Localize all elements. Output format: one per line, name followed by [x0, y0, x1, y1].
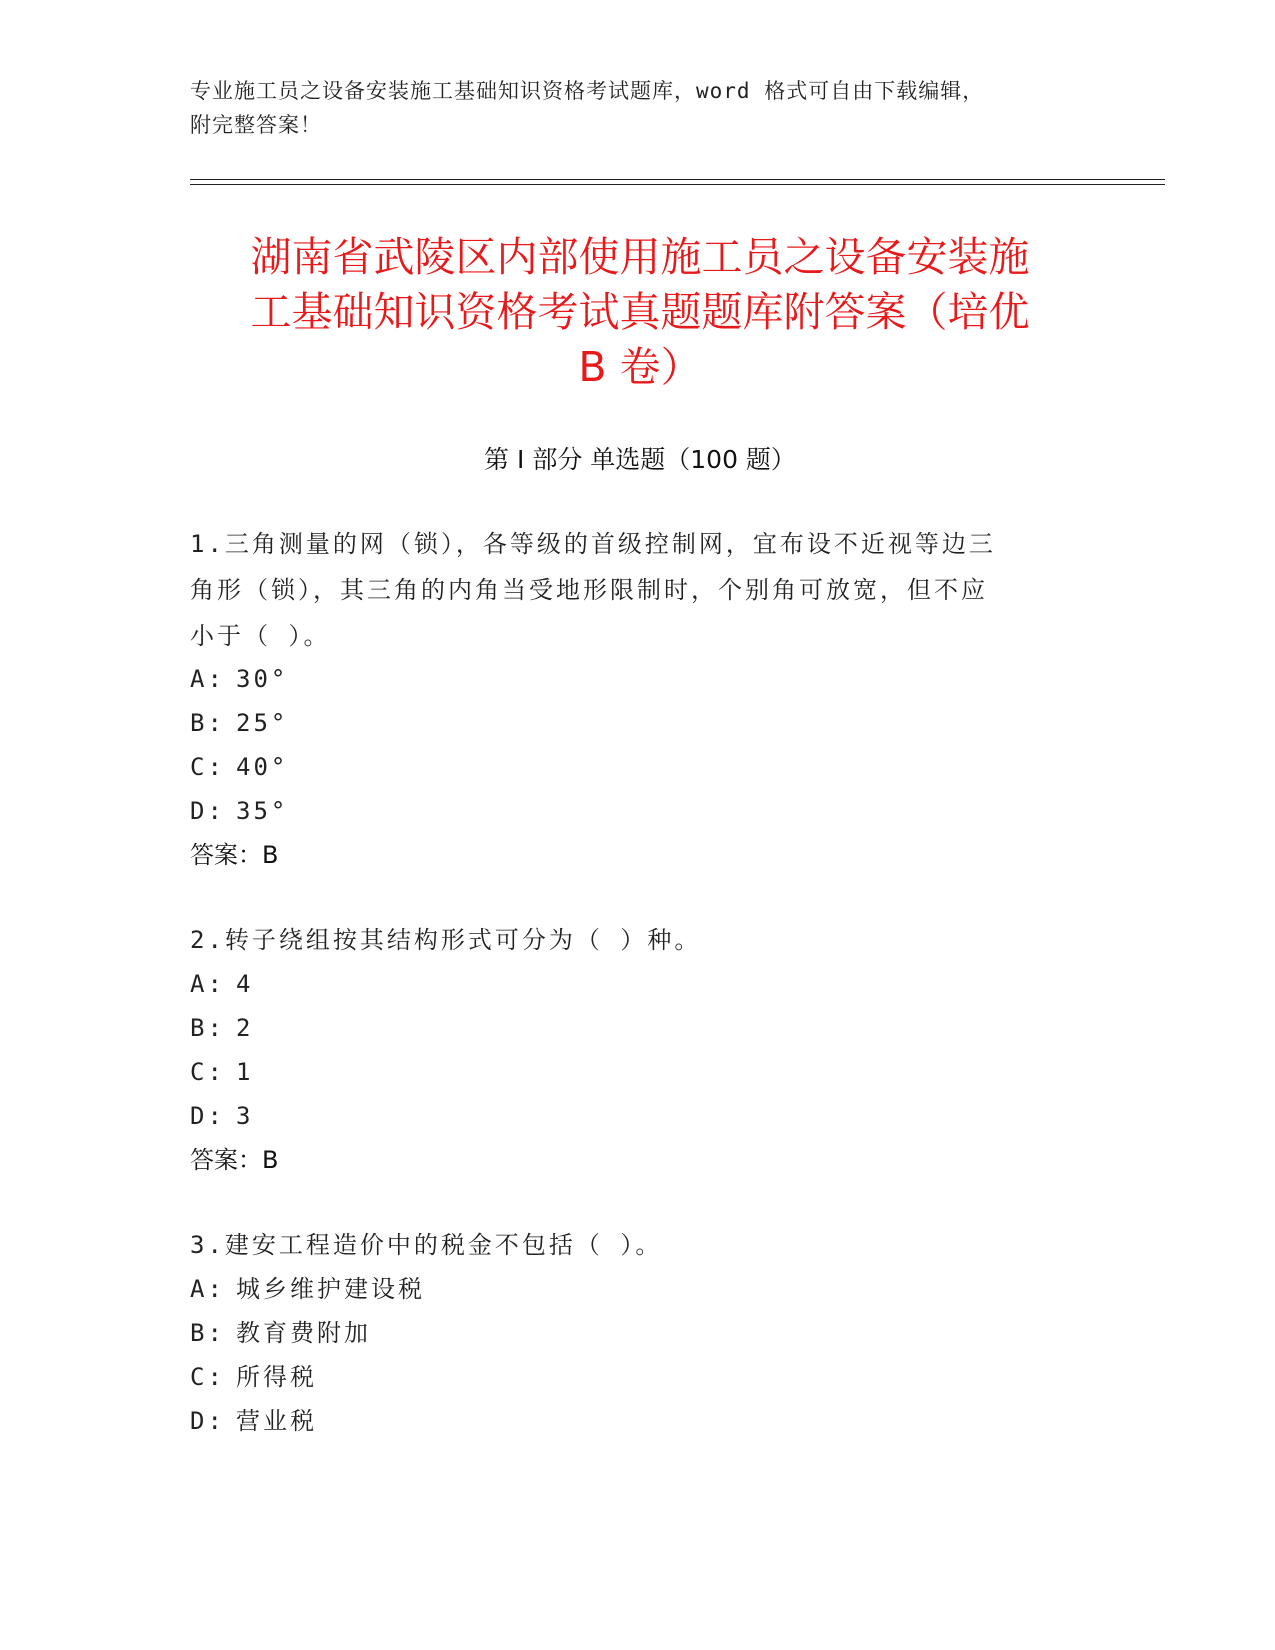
option-b — [190, 1310, 371, 1356]
option-c — [190, 1049, 253, 1095]
option-key: C: — [190, 1363, 225, 1391]
option-c — [190, 744, 288, 790]
option-d — [190, 788, 288, 834]
option-text: 35° — [236, 797, 289, 825]
option-a — [190, 961, 253, 1007]
header-note — [190, 74, 1090, 142]
section-title: 第 I 部分 单选题（100 题） — [484, 445, 796, 474]
option-key: C: — [190, 753, 225, 781]
option-text: 30° — [236, 665, 289, 693]
option-text: 营业税 — [236, 1407, 317, 1435]
option-key: B: — [190, 709, 225, 737]
option-key: A: — [190, 665, 225, 693]
question-line: 3.建安工程造价中的税金不包括（ ）。 — [190, 1231, 663, 1259]
option-key: D: — [190, 797, 225, 825]
option-c — [190, 1354, 317, 1400]
option-key: D: — [190, 1102, 225, 1130]
option-text: 1 — [236, 1058, 254, 1086]
option-text: 城乡维护建设税 — [236, 1275, 425, 1303]
option-key: B: — [190, 1319, 225, 1347]
document-title-line: B 卷） — [578, 343, 702, 391]
question-text — [190, 917, 1070, 963]
header-note-line: 附完整答案！ — [190, 113, 322, 137]
header-note-line: 专业施工员之设备安装施工基础知识资格考试题库，word 格式可自由下载编辑， — [190, 79, 985, 103]
option-text: 2 — [236, 1014, 254, 1042]
option-a — [190, 656, 288, 702]
document-title — [190, 230, 1090, 395]
option-key: C: — [190, 1058, 225, 1086]
question-text — [190, 1222, 1070, 1268]
option-text: 4 — [236, 970, 254, 998]
document-title-line: 工基础知识资格考试真题题库附答案（培优 — [250, 288, 1030, 336]
question-line: 2.转子绕组按其结构形式可分为（ ）种。 — [190, 926, 702, 954]
question-text — [190, 521, 1070, 659]
option-key: B: — [190, 1014, 225, 1042]
option-key: A: — [190, 1275, 225, 1303]
option-text: 25° — [236, 709, 289, 737]
option-text: 40° — [236, 753, 289, 781]
option-text: 教育费附加 — [236, 1319, 371, 1347]
option-b — [190, 700, 288, 746]
answer-line — [190, 1137, 278, 1183]
option-a — [190, 1266, 425, 1312]
option-key: D: — [190, 1407, 225, 1435]
question-line: 角形（锁），其三角的内角当受地形限制时，个别角可放宽，但不应 — [190, 576, 988, 604]
document-title-line: 湖南省武陵区内部使用施工员之设备安装施 — [250, 233, 1030, 281]
question-line: 小于（ ）。 — [190, 622, 331, 650]
header-divider-bottom — [190, 184, 1165, 185]
option-key: A: — [190, 970, 225, 998]
answer-label: 答案： — [190, 1146, 262, 1174]
answer-value: B — [262, 841, 279, 869]
answer-label: 答案： — [190, 841, 262, 869]
header-divider-top — [190, 179, 1165, 180]
question-line: 1.三角测量的网（锁），各等级的首级控制网，宜布设不近视等边三 — [190, 530, 996, 558]
answer-line — [190, 832, 278, 878]
option-b — [190, 1005, 253, 1051]
option-d — [190, 1398, 317, 1444]
option-text: 所得税 — [236, 1363, 317, 1391]
option-d — [190, 1093, 253, 1139]
answer-value: B — [262, 1146, 279, 1174]
option-text: 3 — [236, 1102, 254, 1130]
